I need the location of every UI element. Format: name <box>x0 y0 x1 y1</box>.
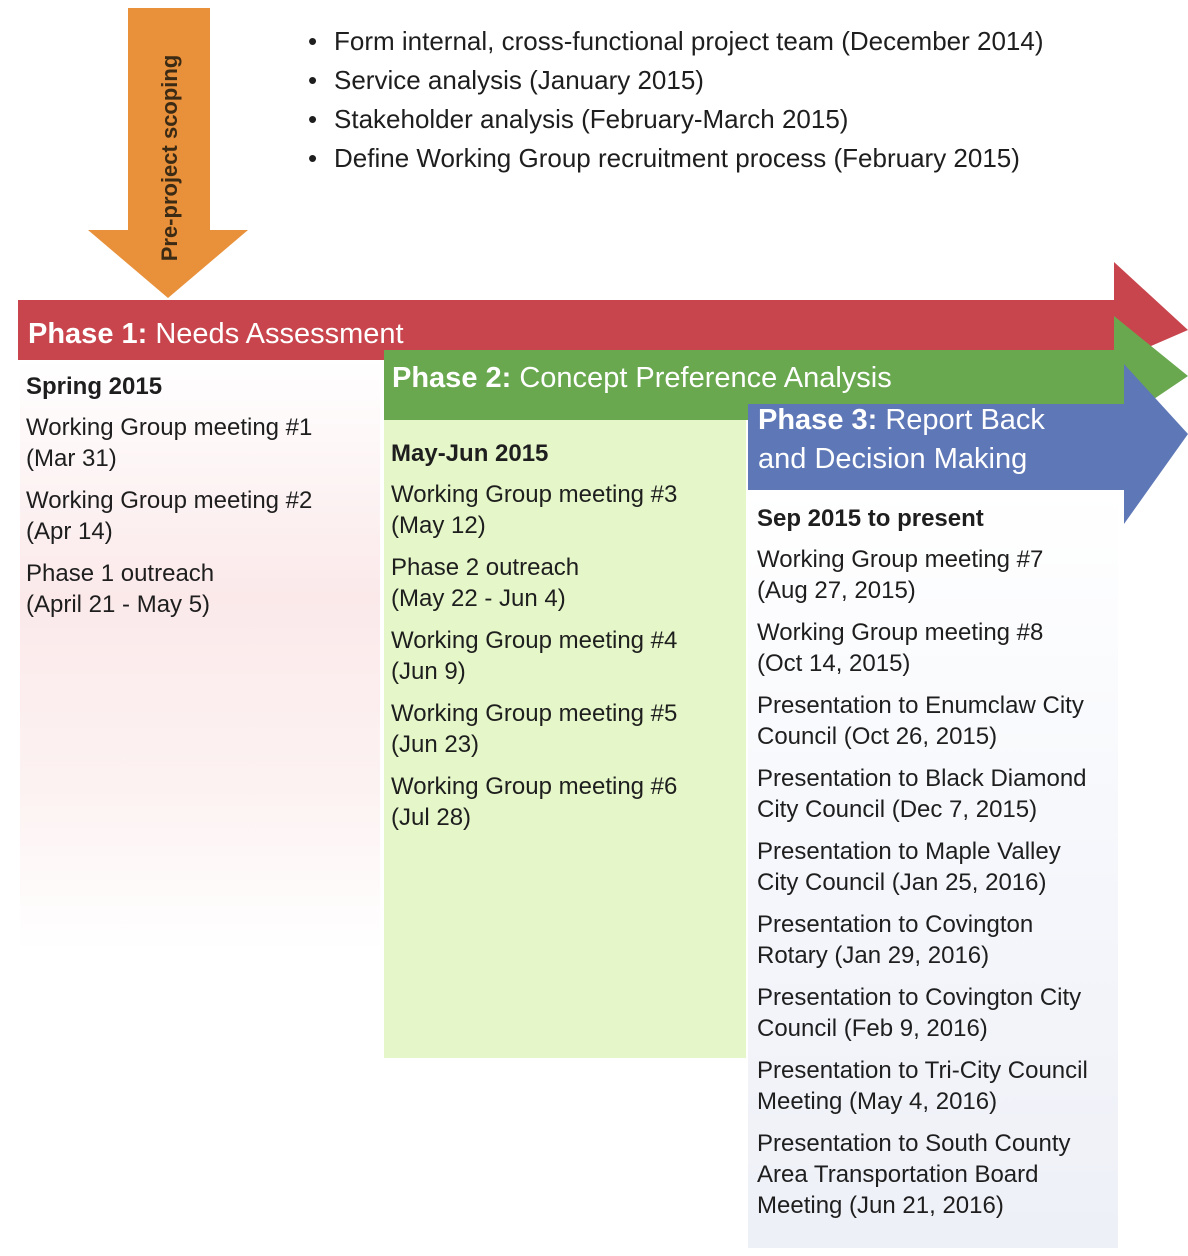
milestone-item <box>391 698 677 760</box>
milestone-date: (May 12) <box>391 512 486 539</box>
milestone-title: Working Group meeting #2 <box>26 487 313 514</box>
phase2-period: May-Jun 2015 <box>391 440 549 467</box>
milestone-title-cont: Area Transportation Board <box>757 1161 1039 1188</box>
milestone-date: (Aug 27, 2015) <box>757 577 916 604</box>
phase1-title <box>28 315 404 353</box>
milestone-date: Meeting (May 4, 2016) <box>757 1088 998 1115</box>
milestone-item <box>391 479 677 541</box>
pre-project-tasks-list <box>308 22 1168 178</box>
milestone-date: (Jun 9) <box>391 658 466 685</box>
milestone-title: Working Group meeting #3 <box>391 481 678 508</box>
milestone-item <box>391 771 677 833</box>
phase1-title-rest: Needs Assessment <box>155 318 404 350</box>
phase3-title-rest: Report Back <box>885 404 1045 436</box>
milestone-date: (May 22 - Jun 4) <box>391 585 566 612</box>
phase1-period: Spring 2015 <box>26 373 163 400</box>
phase1-milestones <box>26 372 312 620</box>
milestone-date: Rotary (Jan 29, 2016) <box>757 942 990 969</box>
milestone-title: Presentation to Black Diamond <box>757 765 1087 792</box>
milestone-date: (Mar 31) <box>26 445 117 472</box>
milestone-date: City Council (Dec 7, 2015) <box>757 796 1038 823</box>
milestone-item <box>757 1055 1088 1117</box>
phase3-milestones <box>757 504 1088 1221</box>
milestone-date: (April 21 - May 5) <box>26 591 211 618</box>
milestone-item <box>757 763 1088 825</box>
milestone-title: Presentation to Enumclaw City <box>757 692 1084 719</box>
milestone-item <box>26 412 312 474</box>
milestone-title: Phase 2 outreach <box>391 554 580 581</box>
task-item: • Form internal, cross-functional project team (December 2014) <box>308 22 1168 61</box>
milestone-item <box>757 909 1088 971</box>
milestone-item <box>757 617 1088 679</box>
phase3-title-line2: and Decision Making <box>758 443 1028 475</box>
task-item: • Define Working Group recruitment process (February 2015) <box>308 139 1168 178</box>
milestone-title: Working Group meeting #6 <box>391 773 678 800</box>
milestone-item <box>757 544 1088 606</box>
milestone-title: Working Group meeting #4 <box>391 627 678 654</box>
phase2-title-rest: Concept Preference Analysis <box>519 362 892 394</box>
milestone-title: Working Group meeting #7 <box>757 546 1044 573</box>
milestone-date: Council (Oct 26, 2015) <box>757 723 998 750</box>
phase3-title-bold: Phase 3: <box>758 404 878 436</box>
milestone-title: Working Group meeting #5 <box>391 700 678 727</box>
phase3-period: Sep 2015 to present <box>757 505 984 532</box>
milestone-item <box>757 690 1088 752</box>
milestone-item <box>391 552 677 614</box>
milestone-title: Working Group meeting #8 <box>757 619 1044 646</box>
milestone-date: City Council (Jan 25, 2016) <box>757 869 1047 896</box>
milestone-date: (Oct 14, 2015) <box>757 650 911 677</box>
milestone-item <box>26 485 312 547</box>
milestone-date: (Jul 28) <box>391 804 472 831</box>
phase1-title-bold: Phase 1: <box>28 318 148 350</box>
milestone-date: (Jun 23) <box>391 731 480 758</box>
milestone-item <box>757 1128 1088 1221</box>
phase2-milestones <box>391 439 677 833</box>
phase3-title <box>758 401 1045 479</box>
task-item: • Stakeholder analysis (February-March 2015) <box>308 100 1168 139</box>
milestone-date: Meeting (Jun 21, 2016) <box>757 1192 1004 1219</box>
milestone-item <box>757 982 1088 1044</box>
pre-project-label: Pre-project scoping <box>157 54 182 262</box>
phase2-title-bold: Phase 2: <box>392 362 512 394</box>
milestone-item <box>757 836 1088 898</box>
milestone-title: Working Group meeting #1 <box>26 414 313 441</box>
milestone-title: Presentation to Tri-City Council <box>757 1057 1088 1084</box>
milestone-title: Presentation to Covington <box>757 911 1034 938</box>
milestone-item <box>26 558 312 620</box>
milestone-date: (Apr 14) <box>26 518 113 545</box>
milestone-date: Council (Feb 9, 2016) <box>757 1015 988 1042</box>
milestone-item <box>391 625 677 687</box>
phase3-title-line1 <box>758 401 1045 440</box>
task-item: • Service analysis (January 2015) <box>308 61 1168 100</box>
milestone-title: Presentation to Covington City <box>757 984 1082 1011</box>
milestone-title: Presentation to South County <box>757 1130 1071 1157</box>
milestone-title: Presentation to Maple Valley <box>757 838 1061 865</box>
milestone-title: Phase 1 outreach <box>26 560 215 587</box>
